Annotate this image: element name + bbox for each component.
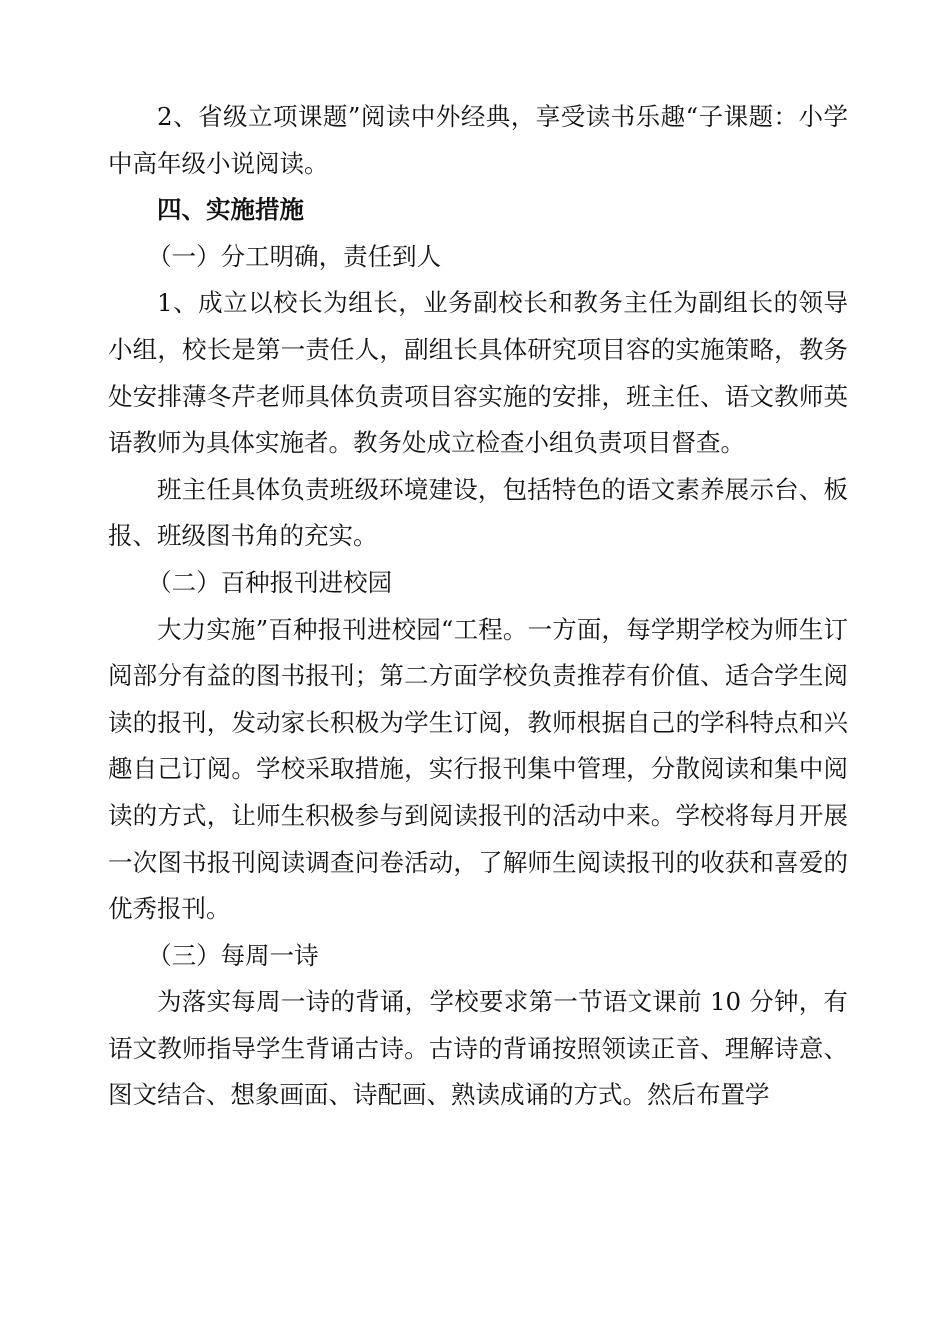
subheading-newspapers: （二）百种报刊进校园 (147, 567, 393, 597)
section-heading-measures: 四、实施措施 (157, 195, 304, 225)
paragraph-subtopic: 2、省级立项课题”阅读中外经典，享受读书乐趣“子课题：小学中高年级小说阅读。 (108, 102, 848, 178)
paragraph-newspapers-project: 大力实施”百种报刊进校园“工程。一方面，每学期学校为师生订阅部分有益的图书报刊；第二方面学校负责推荐有价值、适合学生阅读的报刊，发动家长积极为学生订阅，教师根据自己的学科特点和兴趣自己订阅。学校采取措施，实行报刊集中管理，分散阅读和集中阅读的方式，让师生积极参与到阅读报刊的活动中来。学校将每月开展一次图书报刊阅读调查问卷活动，了解师生阅读报刊的收获和喜爱的优秀报刊。 (108, 614, 848, 924)
paragraph-weekly-poem: 为落实每周一诗的背诵，学校要求第一节语文课前 10 分钟，有语文教师指导学生背诵古诗。古诗的背诵按照领读正音、理解诗意、图文结合、想象画面、诗配画、熟读成诵的方式。然后布置学 (108, 987, 848, 1110)
paragraph-leadership-group: 1、成立以校长为组长，业务副校长和教务主任为副组长的领导小组，校长是第一责任人，副组长具体研究项目容的实施策略，教务处安排薄冬芹老师具体负责项目容实施的安排，班主任、语文教师英语教师为具体实施者。教务处成立检查小组负责项目督查。 (108, 288, 848, 458)
document-page (108, 94, 848, 1119)
subheading-division-of-labor: （一）分工明确，责任到人 (147, 241, 442, 271)
subheading-weekly-poem: （三）每周一诗 (147, 940, 319, 970)
paragraph-class-environment: 班主任具体负责班级环境建设，包括特色的语文素养展示台、板报、班级图书角的充实。 (108, 474, 848, 551)
